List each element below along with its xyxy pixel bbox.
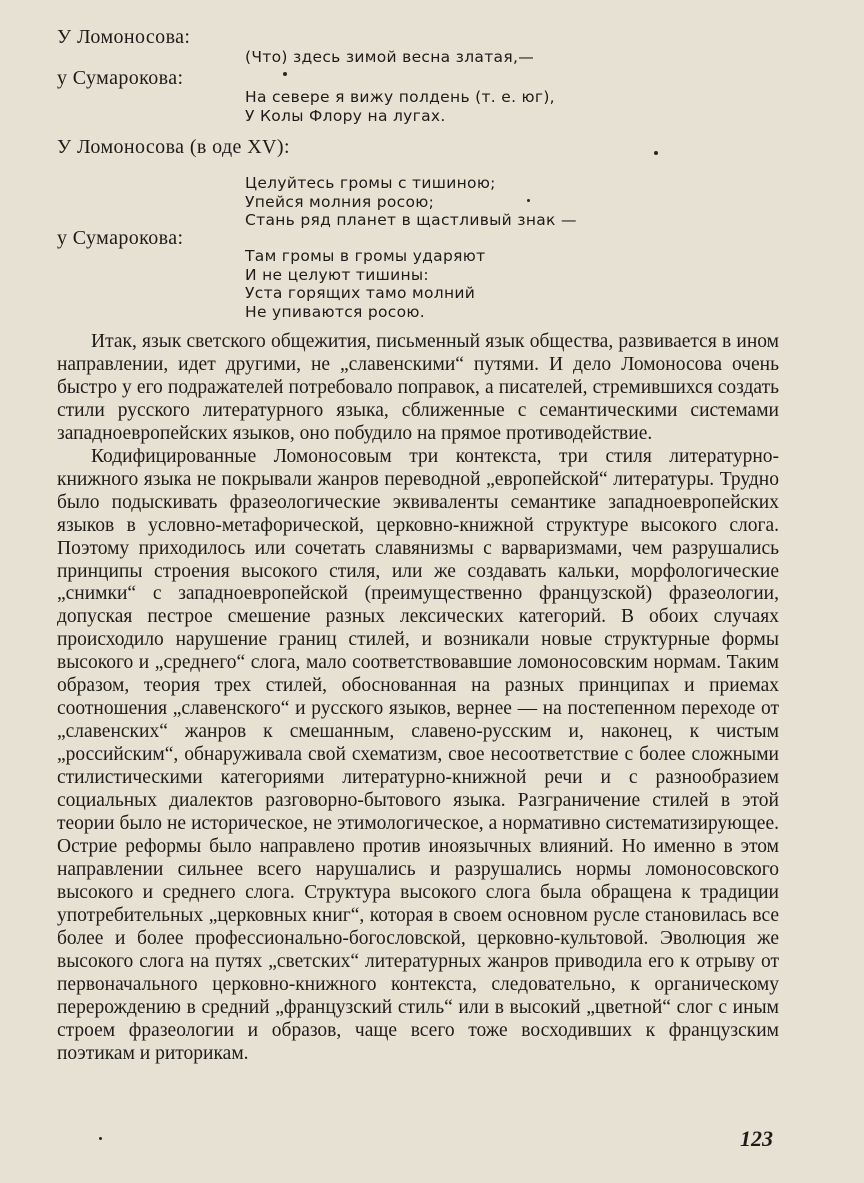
verse-line: Стань ряд планет в щастливый знак — [245,211,577,230]
verse-line: Уста горящих тамо молний [245,284,476,303]
verse-line: Не упиваются росою. [245,302,425,321]
verse-line: У Колы Флору на лугах. [245,106,446,125]
verse-line: Целуйтесь громы с тишиною; [245,174,496,192]
verse-line: Там громы в громы ударяют [245,247,486,265]
attribution-lomonosov-1: У Ломоносова: [57,26,191,48]
page-number: 123 [740,1126,773,1151]
print-speck [654,151,658,155]
print-speck [283,72,287,76]
verse-line: (Что) здесь зимой весна златая,— [245,48,535,66]
print-speck [99,1137,102,1140]
verse-line: На севере я вижу полдень (т. е. юг), [245,88,555,106]
attribution-sumarokov-2: у Сумарокова: [57,227,184,249]
verse-line: И не целуют тишины: [245,265,429,284]
paragraph-1: Итак, язык светского общежития, письменный язык общества, развивается в ином направлении, идет другими, не „славенскими“ путями. И дело Ломоносова очень быстро у его подражателей потребовало поправок, а писателей, стремившихся создать стили русского литературного языка, сближенные с семантическими системами западноевропейских языков, оно побудило на прямое противодействие. [57,331,779,444]
verse-line: Упейся молния росою; [245,192,435,211]
verse-sumarokov-1 [245,88,555,125]
body-text [57,331,779,1066]
verse-lomonosov-1 [245,48,534,67]
verse-sumarokov-2 [245,247,485,321]
print-speck [527,199,530,202]
attribution-lomonosov-2: У Ломоносова (в оде XV): [57,136,290,158]
paragraph-2: Кодифицированные Ломоносовым три контекста, три стиля литературно-книжного языка не покрывали жанров переводной „европейской“ литературы. Трудно было подыскивать фразеологические эквиваленты семантике западноевропейских языков в условно-метафорической, церковно-книжной структуре высокого слога. Поэтому приходилось или сочетать славянизмы с варваризмами, чем разрушались принципы строения высокого стиля, или же создавать кальки, морфологические „снимки“ с западноевропейской (преимущественно французской) фразеологии, допуская пестрое смешение разных лексических категорий. В обоих случаях происходило нарушение границ стилей, и возникали новые структурные формы высокого и „среднего“ слога, мало соответствовавшие ломоносовским нормам. Таким образом, теория трех стилей, обоснованная на разных принципах и приемах соотношения „славенского“ и русского языков, вернее — на постепенном переходе от „славенских“ жанров к смешанным, славено-русским и, наконец, к чистым „российским“, обнаруживала свой схематизм, свое несоответствие с более сложными стилистическими категориями литературно-книжной речи и с разнообразием социальных диалектов разговорно-бытового языка. Разграничение стилей в этой теории было не историческое, не этимологическое, а нормативно систематизирующее. Острие реформы было направлено против иноязычных влияний. Но именно в этом направлении сильнее всего нарушались и разрушались нормы ломоносовского высокого и среднего слога. Структура высокого слога была обращена к традиции употребительных „церковных книг“, которая в своем основном русле становилась все более и более профессионально-богословской, церковно-культовой. Эволюция же высокого слога на путях „светских“ литературных жанров приводила его к отрыву от первоначального церковно-книжного контекста, следовательно, к органическому перерождению в средний „французский стиль“ или в высокий „цветной“ слог с иным строем фразеологии и образов, чаще всего тоже восходивших к французским поэтикам и риторикам. [57,445,779,1064]
attribution-sumarokov-1: у Сумарокова: [57,67,184,89]
